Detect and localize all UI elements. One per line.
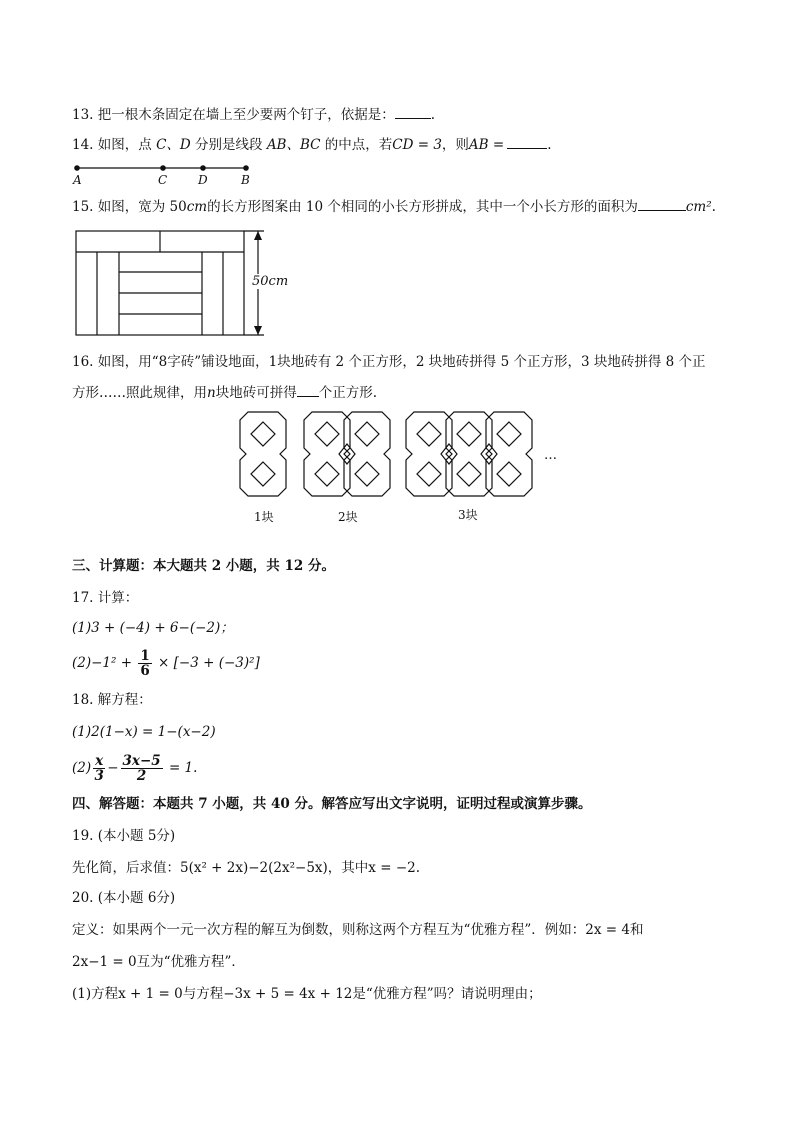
question-20-def-line1: 定义：如果两个一元一次方程的解互为倒数，则称这两个方程互为“优雅方程”．例如：2x = 4和 [72,922,644,938]
section-3-heading: 三、计算题：本大题共 2 小题，共 12 分。 [72,558,335,574]
question-19-body: 先化简，后求值：5(x² + 2x)−2(2x²−5x)，其中x = −2. [72,860,421,876]
q13-text: 13. 把一根木条固定在墙上至少要两个钉子，依据是： [72,107,395,123]
question-17-part2: (2)−1² + $\frac{1}{6}$ × [−3 + (−3)²] [72,648,260,679]
tile-pattern [236,408,576,500]
label-a: A [73,173,82,187]
point-d [200,165,206,171]
q15-rectangle-figure [74,228,294,340]
question-14: 14. 如图，点 C、D 分别是线段 AB、BC 的中点，若CD = 3，则AB = . [72,134,552,155]
question-19-title: 19. (本小题 5分) [72,828,176,844]
question-15: 15. 如图，宽为 50cm的长方形图案由 10 个相同的小长方形拼成，其中一个小长方形的面积为 cm². [72,196,716,217]
question-16-line2: 方形……照此规律，用n块地砖可拼得 个正方形. [72,382,377,403]
tile-group-1 [240,412,286,496]
question-20-def-line2: 2x−1 = 0互为“优雅方程”． [72,954,245,970]
question-17-part1: (1)3 + (−4) + 6−(−2)； [72,620,234,636]
fraction-3x-5-over-2: $\frac{3x-5}{2}$ [122,753,161,784]
question-18-title: 18. 解方程： [72,692,152,708]
caption-2: 2块 [338,510,358,524]
segment-diagram [70,160,270,190]
point-c [160,165,166,171]
q13-blank [395,104,431,119]
caption-3: 3块 [458,508,478,522]
question-17-title: 17. 计算： [72,590,139,606]
question-20-part1: (1)方程x + 1 = 0与方程−3x + 5 = 4x + 12是“优雅方程”吗？请说明理由； [72,986,542,1002]
dim-label: 50cm [252,274,289,289]
tile-group-3 [406,412,532,496]
q16-tile-figure [236,408,576,528]
section-4-heading: 四、解答题：本题共 7 小题，共 40 分。解答应写出文字说明，证明过程或演算步骤。 [72,796,592,812]
q15-blank [638,196,686,211]
question-20-title: 20. (本小题 6分) [72,890,176,906]
tile-ellipsis: … [544,448,557,463]
fraction-one-sixth: $\frac{1}{6}$ [140,648,150,679]
q14-blank [507,134,547,149]
q14-segment-figure [70,160,270,190]
question-13: 13. 把一根木条固定在墙上至少要两个钉子，依据是： . [72,104,435,125]
question-16-line1: 16. 如图，用“8字砖”铺设地面，1块地砖有 2 个正方形，2 块地砖拼得 5 个正方形，3 块地砖拼得 8 个正 [72,354,706,370]
tile-group-2 [304,412,390,496]
question-18-part1: (1)2(1−x) = 1−(x−2) [72,724,216,740]
fraction-x-over-3: $\frac{x}{3}$ [94,753,104,784]
caption-1: 1块 [254,510,274,524]
label-d: D [198,173,208,187]
q16-blank [297,382,319,397]
label-b: B [241,173,250,187]
question-18-part2: (2) $\frac{x}{3}$ − $\frac{3x-5}{2}$ = 1. [72,753,198,784]
point-a [74,165,80,171]
point-b [243,165,249,171]
label-c: C [158,173,168,187]
